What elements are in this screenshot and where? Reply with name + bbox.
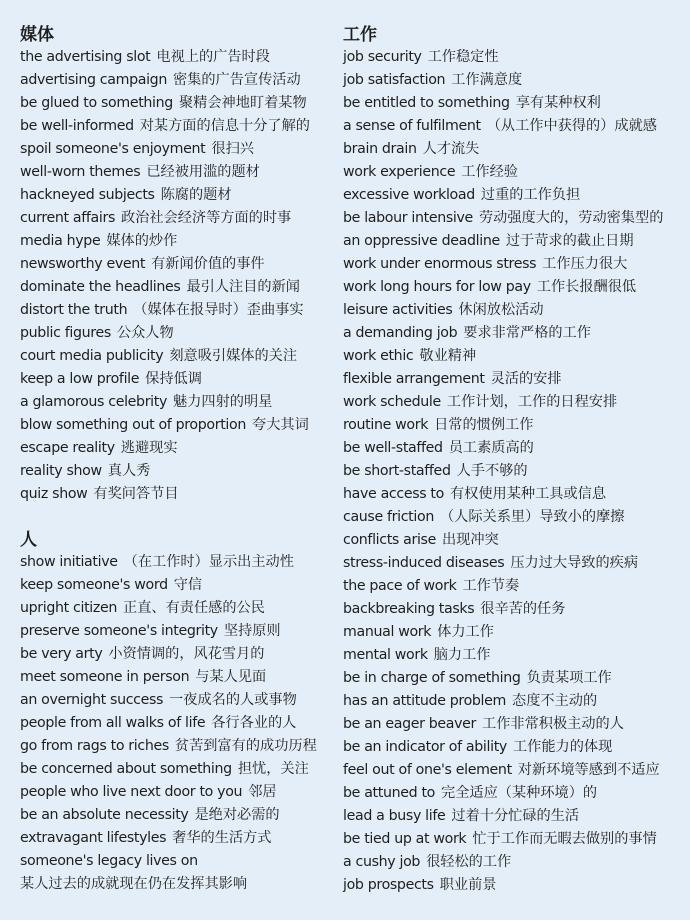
chinese-meaning: （在工作时）显示出主动性 xyxy=(123,554,294,570)
english-term: media hype xyxy=(20,233,101,249)
entry-list xyxy=(20,551,342,896)
vocab-entry xyxy=(20,437,342,460)
vocab-entry xyxy=(343,207,688,230)
english-term: extravagant lifestyles xyxy=(20,830,167,846)
english-term: people who live next door to you xyxy=(20,784,243,800)
vocab-entry xyxy=(20,574,342,597)
chinese-meaning: 已经被用滥的题材 xyxy=(146,164,260,180)
chinese-meaning: 是绝对必需的 xyxy=(194,807,280,823)
chinese-meaning: 工作能力的体现 xyxy=(512,739,613,755)
chinese-meaning: 坚持原则 xyxy=(223,623,281,639)
vocab-entry xyxy=(20,873,342,896)
chinese-meaning: 出现冲突 xyxy=(441,532,499,548)
english-term: well-worn themes xyxy=(20,164,141,180)
vocab-entry xyxy=(343,736,688,759)
entry-list xyxy=(20,46,342,506)
vocab-entry xyxy=(343,115,688,138)
chinese-meaning: 很辛苦的任务 xyxy=(480,601,566,617)
english-term: mental work xyxy=(343,647,428,663)
english-term: newsworthy event xyxy=(20,256,146,272)
english-term: dominate the headlines xyxy=(20,279,181,295)
vocab-entry xyxy=(343,414,688,437)
english-term: leisure activities xyxy=(343,302,453,318)
section-title: 媒体 xyxy=(20,25,54,45)
vocab-entry xyxy=(343,598,688,621)
english-term: reality show xyxy=(20,463,102,479)
english-term: brain drain xyxy=(343,141,417,157)
chinese-meaning: 脑力工作 xyxy=(433,647,491,663)
english-term: job security xyxy=(343,49,422,65)
chinese-meaning: 工作经验 xyxy=(461,164,518,180)
english-term: be an absolute necessity xyxy=(20,807,189,823)
chinese-meaning: 魅力四射的明星 xyxy=(173,394,273,410)
english-term: keep a low profile xyxy=(20,371,140,387)
section-people xyxy=(20,529,342,896)
english-term: be an indicator of ability xyxy=(343,739,507,755)
english-term: a cushy job xyxy=(343,854,421,870)
english-term: advertising campaign xyxy=(20,72,167,88)
english-term: backbreaking tasks xyxy=(343,601,475,617)
vocab-entry xyxy=(343,460,688,483)
vocab-entry xyxy=(343,690,688,713)
chinese-meaning: 日常的惯例工作 xyxy=(434,417,534,433)
chinese-meaning: 正直、有责任感的公民 xyxy=(123,600,265,616)
english-term: work experience xyxy=(343,164,456,180)
entry-list xyxy=(343,46,688,897)
vocab-entry xyxy=(343,253,688,276)
english-term: go from rags to riches xyxy=(20,738,169,754)
chinese-meaning: 工作非常积极主动的人 xyxy=(482,716,624,732)
english-term: be well-informed xyxy=(20,118,134,134)
chinese-meaning: 享有某种权利 xyxy=(515,95,601,111)
chinese-meaning: 休闲放松活动 xyxy=(458,302,544,318)
english-term: blow something out of proportion xyxy=(20,417,246,433)
section-title: 人 xyxy=(20,530,37,550)
vocab-entry xyxy=(343,759,688,782)
english-term: work under enormous stress xyxy=(343,256,537,272)
chinese-meaning: 有权使用某种工具或信息 xyxy=(449,486,607,502)
chinese-meaning: 过重的工作负担 xyxy=(480,187,581,203)
vocab-entry xyxy=(343,299,688,322)
chinese-meaning: 小资情调的，风花雪月的 xyxy=(108,646,265,662)
english-term: a demanding job xyxy=(343,325,458,341)
vocab-entry xyxy=(343,138,688,161)
vocab-entry xyxy=(343,552,688,575)
english-term: conflicts arise xyxy=(343,532,436,548)
chinese-meaning: 人手不够的 xyxy=(456,463,528,479)
english-term: be entitled to something xyxy=(343,95,510,111)
vocab-entry xyxy=(20,460,342,483)
english-term: job satisfaction xyxy=(343,72,446,88)
right-column xyxy=(343,24,688,897)
chinese-meaning: 媒体的炒作 xyxy=(106,233,178,249)
chinese-meaning: （从工作中获得的）成就感 xyxy=(486,118,657,134)
chinese-meaning: 聚精会神地盯着某物 xyxy=(178,95,307,111)
vocab-entry xyxy=(343,46,688,69)
chinese-meaning: 夸大其词 xyxy=(252,417,309,433)
chinese-meaning: 公众人物 xyxy=(116,325,174,341)
english-term: lead a busy life xyxy=(343,808,446,824)
chinese-meaning: 工作计划，工作的日程安排 xyxy=(446,394,618,410)
chinese-meaning: 守信 xyxy=(173,577,203,593)
vocab-entry xyxy=(20,368,342,391)
vocab-entry xyxy=(343,667,688,690)
chinese-meaning: 最引人注目的新闻 xyxy=(186,279,300,295)
vocab-entry xyxy=(343,483,688,506)
vocab-entry xyxy=(20,184,342,207)
chinese-meaning: 工作稳定性 xyxy=(427,49,499,65)
vocab-entry xyxy=(20,414,342,437)
chinese-meaning: 工作节奏 xyxy=(462,578,520,594)
chinese-meaning: 邻居 xyxy=(248,784,277,800)
chinese-meaning: 敬业精神 xyxy=(419,348,477,364)
chinese-meaning: 与某人见面 xyxy=(195,669,267,685)
chinese-meaning: 刻意吸引媒体的关注 xyxy=(169,348,298,364)
english-term: flexible arrangement xyxy=(343,371,485,387)
chinese-meaning: 奢华的生活方式 xyxy=(172,830,272,846)
vocab-entry xyxy=(20,781,342,804)
vocab-entry xyxy=(20,92,342,115)
vocab-entry xyxy=(343,621,688,644)
chinese-meaning: 贫苦到富有的成功历程 xyxy=(174,738,317,754)
vocab-entry xyxy=(343,368,688,391)
english-term: work long hours for low pay xyxy=(343,279,531,295)
vocab-entry xyxy=(20,207,342,230)
english-term: current affairs xyxy=(20,210,115,226)
english-term: be well-staffed xyxy=(343,440,443,456)
chinese-meaning: 完全适应（某种环境）的 xyxy=(441,785,598,801)
chinese-meaning: （人际关系里）导致小的摩擦 xyxy=(439,509,625,525)
english-term: quiz show xyxy=(20,486,88,502)
chinese-meaning: 有奖问答节目 xyxy=(93,486,179,502)
vocab-entry xyxy=(343,276,688,299)
english-term: be an eager beaver xyxy=(343,716,477,732)
chinese-meaning: （媒体在报导时）歪曲事实 xyxy=(133,302,304,318)
vocab-entry xyxy=(343,506,688,529)
vocab-entry xyxy=(20,46,342,69)
vocab-entry xyxy=(343,437,688,460)
chinese-meaning: 负责某项工作 xyxy=(526,670,612,686)
english-term: be glued to something xyxy=(20,95,173,111)
vocab-entry xyxy=(343,874,688,897)
chinese-meaning: 很扫兴 xyxy=(211,141,254,157)
chinese-meaning: 工作满意度 xyxy=(451,72,523,88)
vocab-entry xyxy=(20,69,342,92)
english-term: show initiative xyxy=(20,554,118,570)
vocab-entry xyxy=(343,391,688,414)
chinese-meaning: 工作压力很大 xyxy=(542,256,628,272)
chinese-meaning: 有新闻价值的事件 xyxy=(151,256,265,272)
vocab-entry xyxy=(20,643,342,666)
chinese-meaning: 某人过去的成就现在仍在发挥其影响 xyxy=(20,876,248,892)
vocab-entry xyxy=(20,850,342,873)
english-term: stress-induced diseases xyxy=(343,555,505,571)
left-column xyxy=(20,24,342,896)
vocab-entry xyxy=(20,138,342,161)
english-term: distort the truth xyxy=(20,302,128,318)
vocab-entry xyxy=(343,92,688,115)
chinese-meaning: 工作长报酬很低 xyxy=(536,279,637,295)
vocab-entry xyxy=(20,391,342,414)
vocab-entry xyxy=(20,551,342,574)
english-term: an oppressive deadline xyxy=(343,233,500,249)
vocab-entry xyxy=(20,689,342,712)
vocab-entry xyxy=(20,712,342,735)
english-term: preserve someone's integrity xyxy=(20,623,218,639)
chinese-meaning: 很轻松的工作 xyxy=(426,854,512,870)
english-term: work schedule xyxy=(343,394,441,410)
section-media xyxy=(20,24,342,506)
english-term: an overnight success xyxy=(20,692,164,708)
vocab-entry xyxy=(343,644,688,667)
chinese-meaning: 员工素质高的 xyxy=(448,440,534,456)
vocab-entry xyxy=(20,115,342,138)
english-term: escape reality xyxy=(20,440,115,456)
vocab-entry xyxy=(20,620,342,643)
english-term: be very arty xyxy=(20,646,103,662)
chinese-meaning: 真人秀 xyxy=(107,463,151,479)
english-term: a glamorous celebrity xyxy=(20,394,168,410)
chinese-meaning: 过于苛求的截止日期 xyxy=(505,233,634,249)
english-term: feel out of one's element xyxy=(343,762,512,778)
chinese-meaning: 忙于工作而无暇去做别的事情 xyxy=(472,831,657,847)
vocab-entry xyxy=(20,253,342,276)
vocab-entry xyxy=(20,597,342,620)
vocab-entry xyxy=(20,230,342,253)
english-term: keep someone's word xyxy=(20,577,168,593)
vocab-entry xyxy=(343,805,688,828)
chinese-meaning: 各行各业的人 xyxy=(211,715,297,731)
chinese-meaning: 一夜成名的人或事物 xyxy=(169,692,297,708)
english-term: court media publicity xyxy=(20,348,164,364)
english-term: the pace of work xyxy=(343,578,457,594)
vocab-entry xyxy=(343,828,688,851)
vocab-entry xyxy=(20,804,342,827)
vocab-entry xyxy=(343,782,688,805)
chinese-meaning: 人才流失 xyxy=(422,141,480,157)
vocab-entry xyxy=(20,666,342,689)
vocab-entry xyxy=(343,161,688,184)
vocab-entry xyxy=(343,322,688,345)
vocab-entry xyxy=(343,345,688,368)
chinese-meaning: 职业前景 xyxy=(439,877,497,893)
english-term: hackneyed subjects xyxy=(20,187,155,203)
vocab-entry xyxy=(20,483,342,506)
chinese-meaning: 对新环境等感到不适应 xyxy=(517,762,660,778)
chinese-meaning: 密集的广告宣传活动 xyxy=(172,72,301,88)
section-title: 工作 xyxy=(343,25,377,45)
english-term: be labour intensive xyxy=(343,210,473,226)
chinese-meaning: 压力过大导致的疾病 xyxy=(510,555,639,571)
english-term: be attuned to xyxy=(343,785,435,801)
english-term: upright citizen xyxy=(20,600,118,616)
vocab-entry xyxy=(20,758,342,781)
english-term: the advertising slot xyxy=(20,49,151,65)
vocab-entry xyxy=(20,299,342,322)
chinese-meaning: 态度不主动的 xyxy=(512,693,598,709)
chinese-meaning: 对某方面的信息十分了解的 xyxy=(139,118,310,134)
chinese-meaning: 担忧，关注 xyxy=(237,761,309,777)
section-work xyxy=(343,24,688,897)
english-term: excessive workload xyxy=(343,187,475,203)
english-term: have access to xyxy=(343,486,444,502)
chinese-meaning: 劳动强度大的，劳动密集型的 xyxy=(478,210,664,226)
vocab-entry xyxy=(20,161,342,184)
english-term: spoil someone's enjoyment xyxy=(20,141,206,157)
vocab-entry xyxy=(20,735,342,758)
english-term: be short-staffed xyxy=(343,463,451,479)
chinese-meaning: 电视上的广告时段 xyxy=(156,49,270,65)
chinese-meaning: 陈腐的题材 xyxy=(160,187,232,203)
vocab-entry xyxy=(20,345,342,368)
english-term: manual work xyxy=(343,624,432,640)
english-term: has an attitude problem xyxy=(343,693,506,709)
english-term: people from all walks of life xyxy=(20,715,206,731)
vocab-entry xyxy=(343,713,688,736)
chinese-meaning: 灵活的安排 xyxy=(490,371,562,387)
english-term: work ethic xyxy=(343,348,414,364)
vocab-entry xyxy=(343,575,688,598)
english-term: be in charge of something xyxy=(343,670,521,686)
vocab-entry xyxy=(343,851,688,874)
english-term: be concerned about something xyxy=(20,761,232,777)
vocab-entry xyxy=(20,322,342,345)
english-term: someone's legacy lives on xyxy=(20,853,198,869)
vocab-entry xyxy=(343,230,688,253)
english-term: a sense of fulfilment xyxy=(343,118,481,134)
vocab-entry xyxy=(343,69,688,92)
vocab-entry xyxy=(20,276,342,299)
vocab-entry xyxy=(20,827,342,850)
chinese-meaning: 政治社会经济等方面的时事 xyxy=(120,210,292,226)
english-term: routine work xyxy=(343,417,429,433)
english-term: be tied up at work xyxy=(343,831,467,847)
chinese-meaning: 逃避现实 xyxy=(120,440,178,456)
chinese-meaning: 体力工作 xyxy=(437,624,494,640)
vocab-entry xyxy=(343,529,688,552)
english-term: public figures xyxy=(20,325,111,341)
vocab-entry xyxy=(343,184,688,207)
chinese-meaning: 要求非常严格的工作 xyxy=(463,325,591,341)
chinese-meaning: 保持低调 xyxy=(145,371,202,387)
english-term: cause friction xyxy=(343,509,434,525)
english-term: meet someone in person xyxy=(20,669,190,685)
english-term: job prospects xyxy=(343,877,434,893)
chinese-meaning: 过着十分忙碌的生活 xyxy=(451,808,580,824)
